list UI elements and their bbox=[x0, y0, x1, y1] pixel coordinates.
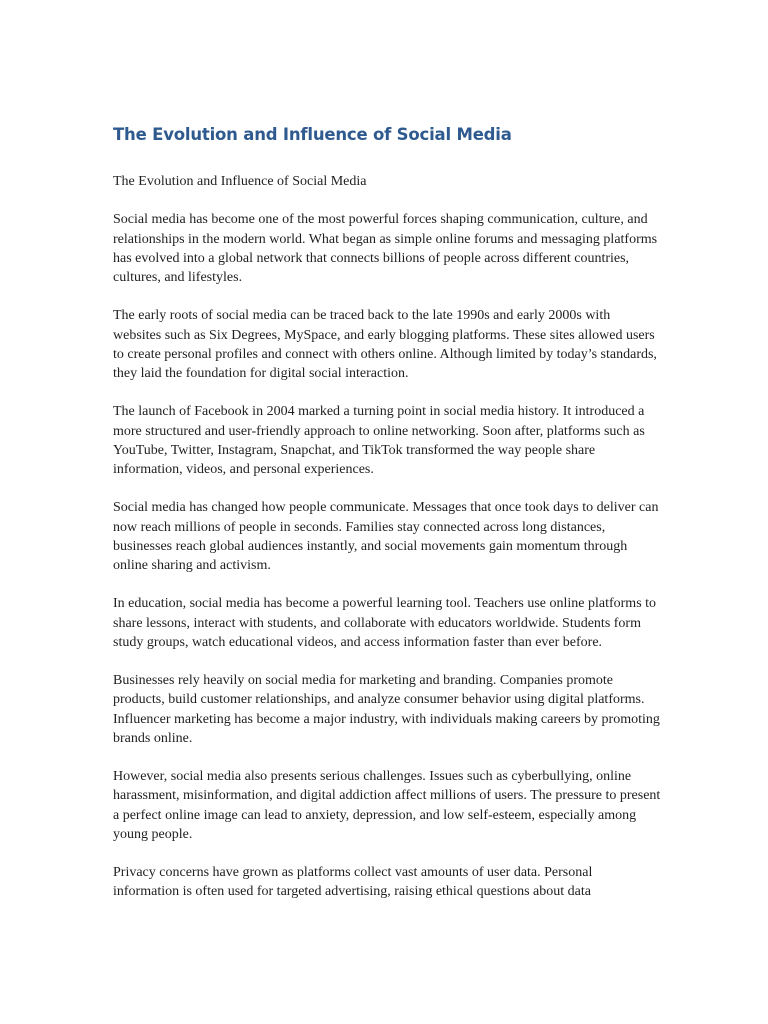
paragraph-challenges: However, social media also presents serious challenges. Issues such as cyberbullying, online harassment, misinformation, and digital addiction affect millions of users. The pressure to present a perfect online image can lead to anxiety, depression, and low self-esteem, especially among young people. bbox=[113, 769, 661, 842]
document-subtitle: The Evolution and Influence of Social Media bbox=[113, 174, 367, 189]
paragraph-communication: Social media has changed how people communicate. Messages that once took days to deliver can now reach millions of people in seconds. Families stay connected across long distances, businesses reach global audiences instantly, and social movements gain momentum through online sharing and activism. bbox=[113, 500, 659, 573]
document-heading: The Evolution and Influence of Social Media bbox=[113, 125, 512, 144]
document-body bbox=[113, 124, 661, 921]
paragraph-early-roots: The early roots of social media can be traced back to the late 1990s and early 2000s with websites such as Six Degrees, MySpace, and early blogging platforms. These sites allowed users to create personal profiles and connect with others online. Although limited by today’s standards, they laid the foundation for digital social interaction. bbox=[113, 308, 657, 381]
paragraph-business: Businesses rely heavily on social media for marketing and branding. Companies promote products, build customer relationships, and analyze consumer behavior using digital platforms. Influencer marketing has become a major industry, with individuals making careers by promoting brands online. bbox=[113, 673, 660, 746]
paragraph-education: In education, social media has become a powerful learning tool. Teachers use online platforms to share lessons, interact with students, and collaborate with educators worldwide. Students form study groups, watch educational videos, and access information faster than ever before. bbox=[113, 596, 657, 650]
paragraph-intro: Social media has become one of the most powerful forces shaping communication, culture, and relationships in the modern world. What began as simple online forums and messaging platforms has evolved into a global network that connects billions of people across different countries, cultures, and lifestyles. bbox=[113, 212, 658, 285]
paragraph-facebook-launch: The launch of Facebook in 2004 marked a turning point in social media history. It introduced a more structured and user-friendly approach to online networking. Soon after, platforms such as YouTube, Twitter, Instagram, Snapchat, and TikTok transformed the way people share information, videos, and personal experiences. bbox=[113, 404, 645, 477]
paragraph-privacy: Privacy concerns have grown as platforms collect vast amounts of user data. Personal information is often used for targeted advertising, raising ethical questions about data bbox=[113, 865, 593, 900]
